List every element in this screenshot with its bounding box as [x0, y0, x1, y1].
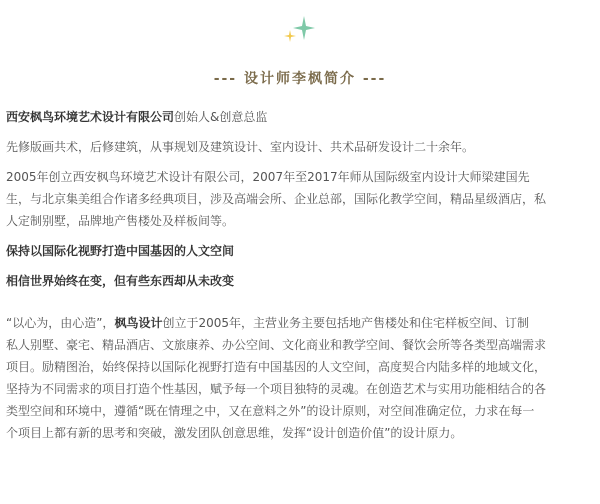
sparkle-icon: [278, 14, 318, 46]
motto-line: 相信世界始终在变，但有些东西却从未改变: [6, 274, 235, 288]
intro-line: [6, 106, 594, 128]
paragraph-company-line: 项目。励精图治，始终保持以国际化视野打造有中国基因的人文空间，高度契合内陆多样的地域文化，: [6, 360, 547, 374]
paragraph-history-line: 人定制别墅，品牌地产售楼处及样板间等。: [6, 214, 235, 228]
slogan-text: “以心为，由心造”，: [6, 316, 115, 330]
paragraph-history-line: 2005年创立西安枫鸟环境艺术设计有限公司，2007年至2017年师从国际级室内设计大师梁建国先: [6, 170, 530, 184]
bio-body: [6, 106, 594, 444]
company-name: 西安枫鸟环境艺术设计有限公司: [6, 110, 175, 124]
motto-line: 保持以国际化视野打造中国基因的人文空间: [6, 244, 235, 258]
company-intro-text: 创立于2005年，主营业务主要包括地产售楼处和住宅样板空间、订制: [162, 316, 529, 330]
paragraph-company-line: 私人别墅、豪宅、精品酒店、文旅康养、办公空间、文化商业和教学空间、餐饮会所等各类型高端需求: [6, 338, 547, 352]
paragraph-company-line: 类型空间和环境中，遵循“既在情理之中，又在意料之外”的设计原则，对空间准确定位，力求在每一: [6, 404, 535, 418]
paragraph-education: 先修版画共术，后修建筑，从事规划及建筑设计、室内设计、共术品研发设计二十余年。: [6, 140, 475, 154]
paragraph-history-line: 生，与北京集美组合作诸多经典项目，涉及高端会所、企业总部，国际化教学空间，精品星级酒店，私: [6, 192, 547, 206]
paragraph-company-line: 个项目上都有新的思考和突破，激发团队创意思维，发挥“设计创造价值”的设计原力。: [6, 426, 463, 440]
role-text: 创始人&创意总监: [174, 110, 268, 124]
sparkle-small-icon: [284, 30, 296, 42]
brand-name: 枫鸟设计: [114, 316, 163, 330]
paragraph-company-line: 坚持为不同需求的项目打造个性基因，赋予每一个项目独特的灵魂。在创造艺术与实用功能相结合的各: [6, 382, 547, 396]
paragraph-company-line: [6, 312, 594, 334]
section-heading: --- 设计师李枫简介 ---: [213, 71, 387, 87]
sparkle-large-icon: [293, 16, 315, 40]
